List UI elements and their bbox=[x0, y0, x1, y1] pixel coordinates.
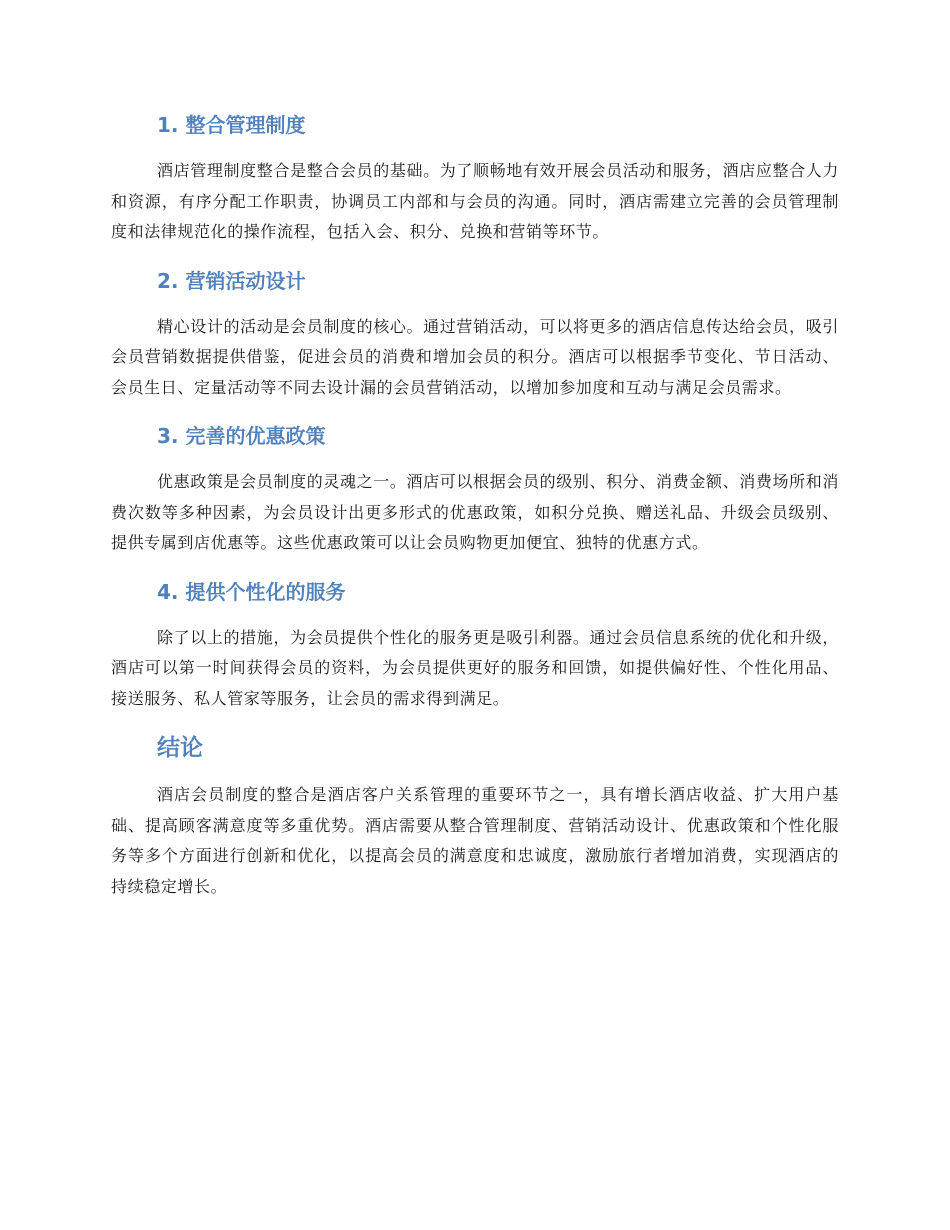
conclusion-section bbox=[111, 730, 839, 902]
section-2 bbox=[111, 264, 839, 404]
section-3 bbox=[111, 419, 839, 559]
section-paragraph: 除了以上的措施，为会员提供个性化的服务更是吸引利器。通过会员信息系统的优化和升级，酒店可以第一时间获得会员的资料，为会员提供更好的服务和回馈，如提供偏好性、个性化用品、接送服务、私人管家等服务，让会员的需求得到满足。 bbox=[111, 627, 839, 708]
section-paragraph: 精心设计的活动是会员制度的核心。通过营销活动，可以将更多的酒店信息传达给会员，吸引会员营销数据提供借鉴，促进会员的消费和增加会员的积分。酒店可以根据季节变化、节日活动、会员生日、定量活动等不同去设计漏的会员营销活动，以增加参加度和互动与满足会员需求。 bbox=[111, 316, 839, 397]
section-heading: 4. 提供个性化的服务 bbox=[157, 579, 346, 604]
document-page bbox=[111, 108, 839, 902]
conclusion-heading: 结论 bbox=[157, 735, 203, 761]
conclusion-paragraph: 酒店会员制度的整合是酒店客户关系管理的重要环节之一，具有增长酒店收益、扩大用户基础、提高顾客满意度等多重优势。酒店需要从整合管理制度、营销活动设计、优惠政策和个性化服务等多个方面进行创新和优化，以提高会员的满意度和忠诚度，激励旅行者增加消费，实现酒店的持续稳定增长。 bbox=[111, 785, 839, 896]
section-1 bbox=[111, 108, 839, 248]
section-4 bbox=[111, 575, 839, 715]
section-paragraph: 酒店管理制度整合是整合会员的基础。为了顺畅地有效开展会员活动和服务，酒店应整合人力和资源，有序分配工作职责，协调员工内部和与会员的沟通。同时，酒店需建立完善的会员管理制度和法律规范化的操作流程，包括入会、积分、兑换和营销等环节。 bbox=[111, 161, 839, 241]
section-heading: 2. 营销活动设计 bbox=[157, 268, 306, 293]
section-heading: 1. 整合管理制度 bbox=[157, 113, 306, 137]
section-heading: 3. 完善的优惠政策 bbox=[157, 424, 326, 448]
section-paragraph: 优惠政策是会员制度的灵魂之一。酒店可以根据会员的级别、积分、消费金额、消费场所和消费次数等多种因素，为会员设计出更多形式的优惠政策，如积分兑换、赠送礼品、升级会员级别、提供专属到店优惠等。这些优惠政策可以让会员购物更加便宜、独特的优惠方式。 bbox=[111, 472, 839, 552]
